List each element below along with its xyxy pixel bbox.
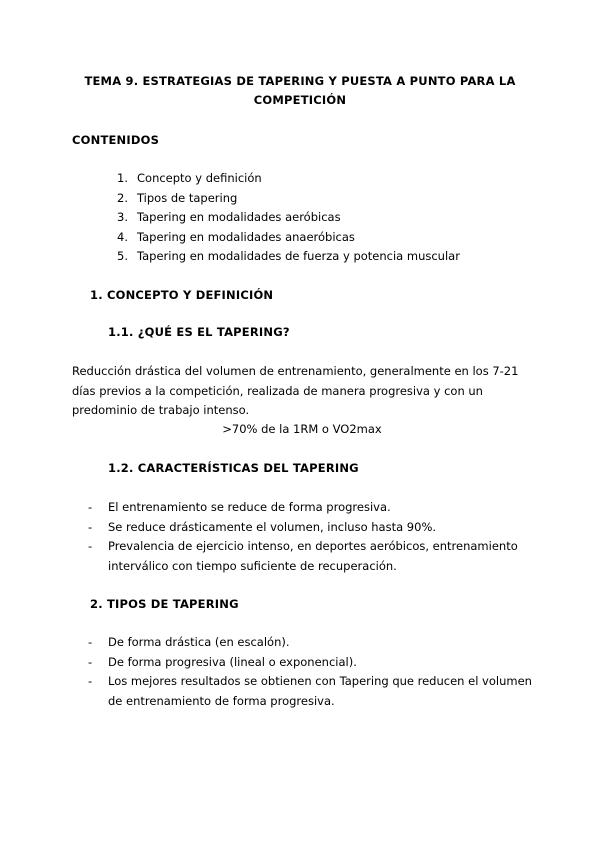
section-2-list — [88, 633, 533, 711]
contents-item: 5. Tapering en modalidades de fuerza y potencia muscular — [117, 249, 460, 263]
contents-item: 2. Tipos de tapering — [117, 190, 238, 205]
section-1-2-heading: 1.2. CARACTERÍSTICAS DEL TAPERING — [108, 461, 359, 475]
section-1-2-list — [88, 498, 533, 576]
list-item: - El entrenamiento se reduce de forma progresiva. — [88, 500, 391, 514]
section-1-heading: 1. CONCEPTO Y DEFINICIÓN — [90, 288, 274, 302]
section-1-1-note: >70% de la 1RM o VO2max — [222, 422, 382, 436]
list-item: - De forma progresiva (lineal o exponencial). — [88, 654, 357, 669]
contents-item: 1. Concepto y definición — [117, 171, 262, 185]
contents-item: 4. Tapering en modalidades anaeróbicas — [117, 229, 355, 244]
section-1-1-heading: 1.1. ¿QUÉ ES EL TAPERING? — [108, 325, 290, 339]
list-item: - De forma drástica (en escalón). — [88, 635, 290, 649]
section-1-1-paragraph: Reducción drástica del volumen de entrenamiento, generalmente en los 7-21 días previos a la competición, realizada de manera progresiva y con un predominio de trabajo intenso. — [72, 364, 519, 417]
list-item: - Prevalencia de ejercicio intenso, en deportes aeróbicos, entrenamiento interválico con tiempo suficiente de recuperación. — [88, 539, 518, 573]
contents-list — [117, 169, 460, 267]
document-title — [70, 72, 530, 110]
section-2-heading: 2. TIPOS DE TAPERING — [90, 597, 239, 611]
contents-heading: CONTENIDOS — [72, 133, 160, 147]
contents-item: 3. Tapering en modalidades aeróbicas — [117, 210, 341, 224]
title-line-1: TEMA 9. ESTRATEGIAS DE TAPERING Y PUESTA A PUNTO PARA LA — [84, 74, 516, 88]
list-item: - Los mejores resultados se obtienen con Tapering que reducen el volumen de entrenamiento de forma progresiva. — [88, 674, 532, 708]
title-line-2: COMPETICIÓN — [253, 93, 347, 107]
list-item: - Se reduce drásticamente el volumen, incluso hasta 90%. — [88, 519, 437, 534]
